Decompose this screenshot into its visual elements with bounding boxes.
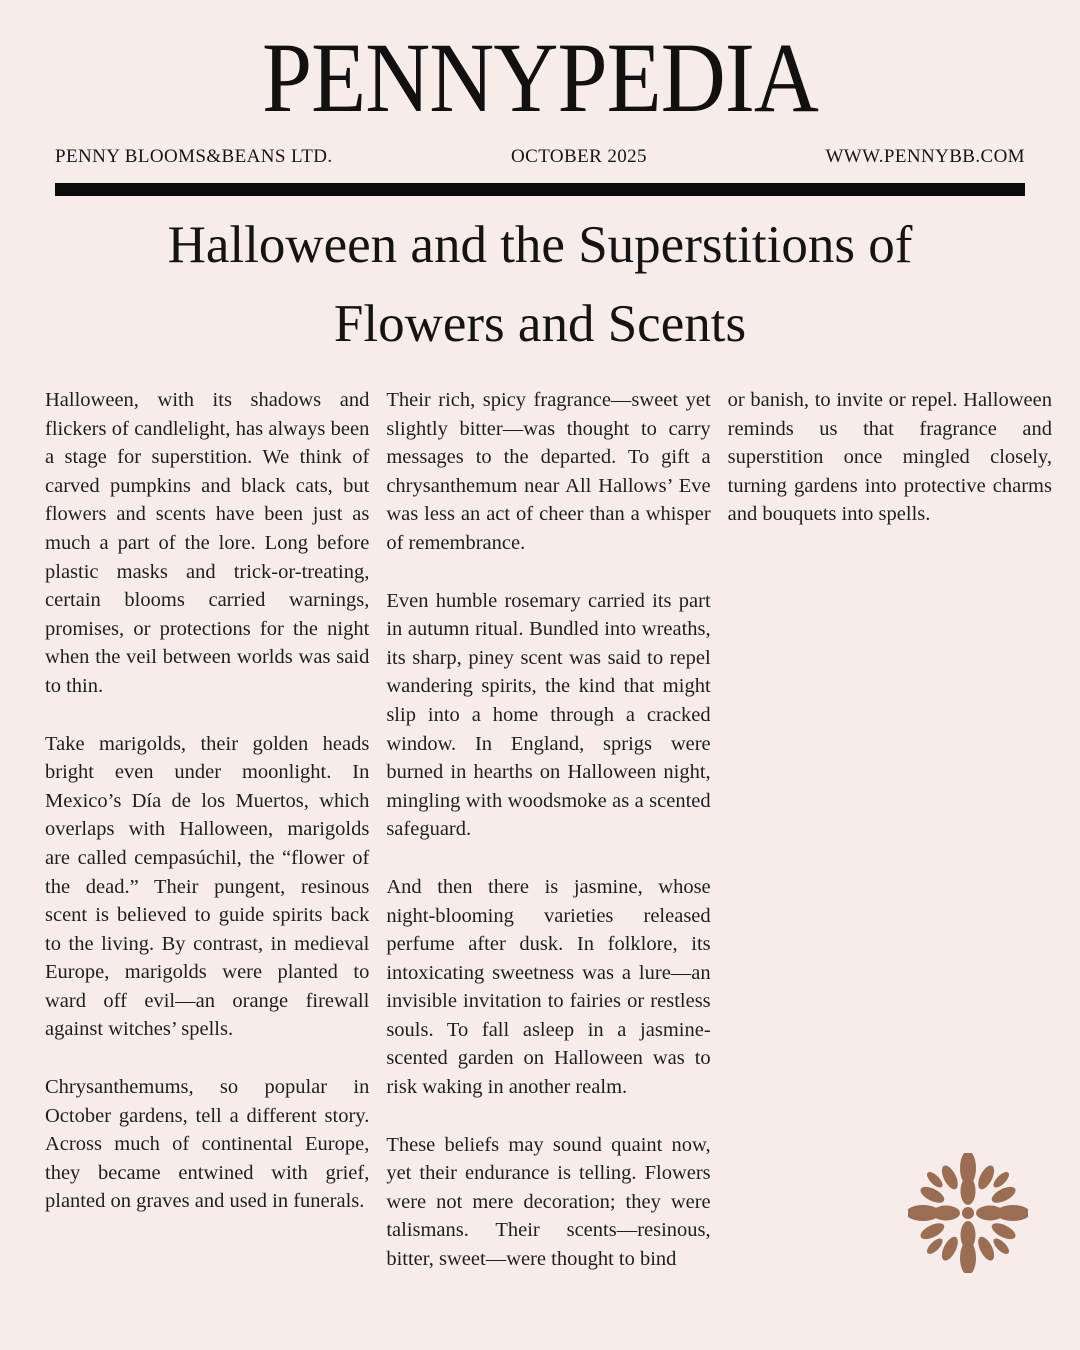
masthead-rule <box>55 183 1025 196</box>
article-headline: Halloween and the Superstitions of Flowers and Scents <box>167 216 913 353</box>
article-paragraph: or banish, to invite or repel. Halloween reminds us that fragrance and superstition once mingled closely, turning gardens into protective charms and bouquets into spells. <box>727 389 1052 526</box>
masthead <box>0 0 1080 196</box>
flower-ornament-petals <box>908 1153 1028 1273</box>
article-paragraph: Their rich, spicy fragrance—sweet yet slightly bitter—was thought to carry messages to the departed. To gift a chrysanthemum near All Hallows’ Eve was less an act of cheer than a whisper of remembrance. <box>386 389 711 554</box>
article-paragraph: Halloween, with its shadows and flickers of candlelight, has always been a stage for superstition. We think of carved pumpkins and black cats, but flowers and scents have been just as much a part of the lore. Long before plastic masks and trick-or-treating, certain blooms carried warnings, promises, or protections for the night when the veil between worlds was said to thin. <box>45 389 370 697</box>
article-paragraph: Take marigolds, their golden heads bright even under moonlight. In Mexico’s Día de los Muertos, which overlaps with Halloween, marigolds are called cempasúchil, the “flower of the dead.” Their pungent, resinous scent is believed to guide spirits back to the living. By contrast, in medieval Europe, marigolds were planted to ward off evil—an orange firewall against witches’ spells. <box>45 732 370 1041</box>
masthead-title: PENNYPEDIA <box>261 22 819 133</box>
article-paragraph: Even humble rosemary carried its part in autumn ritual. Bundled into wreaths, its sharp, piney scent was said to repel wandering spirits, the kind that might slip into a home through a cracked window. In England, sprigs were burned in hearths on Halloween night, mingling with woodsmoke as a scented safeguard. <box>386 589 711 841</box>
article-paragraph: And then there is jasmine, whose night-blooming varieties released perfume after dusk. In folklore, its intoxicating sweetness was a lure—an invisible invitation to fairies or restless souls. To fall asleep in a jasmine-scented garden on Halloween was to risk waking in another realm. <box>386 875 711 1099</box>
dateline-website: WWW.PENNYBB.COM <box>825 146 1025 167</box>
article-column-1 <box>45 386 369 1303</box>
dateline <box>55 146 1025 168</box>
dateline-date: OCTOBER 2025 <box>511 146 647 167</box>
article-paragraph: Chrysanthemums, so popular in October gardens, tell a different story. Across much of continental Europe, they became entwined with grief, planted on graves and used in funerals. <box>45 1076 370 1213</box>
article-paragraph: These beliefs may sound quaint now, yet their endurance is telling. Flowers were not mere decoration; they were talismans. Their scents—resinous, bitter, sweet—were thought to bind <box>386 1133 711 1271</box>
dateline-publisher: PENNY BLOOMS&BEANS LTD. <box>55 146 333 167</box>
flower-ornament-icon <box>908 1153 1028 1273</box>
article-column-2 <box>386 386 710 1303</box>
